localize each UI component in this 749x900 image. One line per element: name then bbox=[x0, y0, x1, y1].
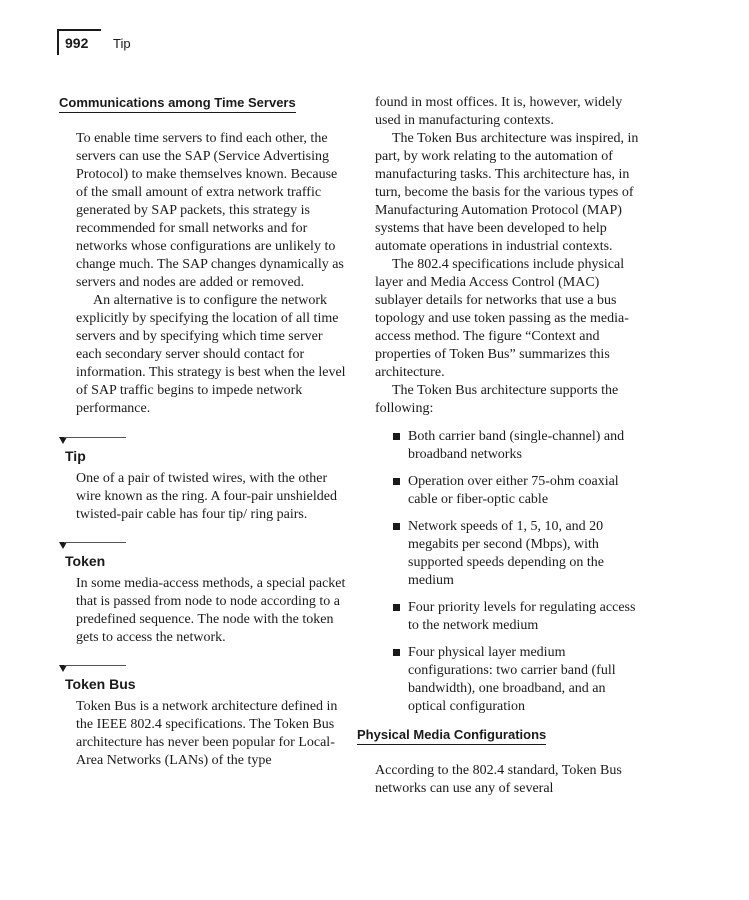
paragraph-continued: found in most offices. It is, however, widely used in manufacturing contexts. bbox=[375, 95, 623, 128]
page-number: 992 bbox=[65, 35, 89, 51]
triangle-marker-icon bbox=[59, 665, 67, 672]
triangle-marker-icon bbox=[59, 542, 67, 549]
entry-title-token: Token bbox=[65, 553, 106, 569]
paragraph-sap: To enable time servers to find each other, the servers can use the SAP (Service Advertising Protocol) to make themselves known. Because of the small amount of extra network traffic generated by SAP packets, this strategy is recommended for small networks and for networks whose configurations are unlikely to change much. The SAP changes dynamically as servers and nodes are added or removed. bbox=[76, 131, 344, 290]
list-item: Network speeds of 1, 5, 10, and 20 megabits per second (Mbps), with supported speeds depending on the medium bbox=[357, 518, 647, 590]
paragraph-alternative: An alternative is to configure the network explicitly by specifying the location of all time servers and by specifying which time server each secondary server should contact for information. This strategy is best when the level of SAP traffic begins to impede network performance. bbox=[76, 293, 346, 416]
square-bullet-icon bbox=[393, 433, 400, 440]
feature-list bbox=[357, 428, 647, 716]
entry-marker bbox=[59, 542, 129, 552]
list-item: Four physical layer medium configurations: two carrier band (full bandwidth), one broadband, and an optical configuration bbox=[357, 644, 647, 716]
entry-title-tip: Tip bbox=[65, 448, 86, 464]
glossary-entry-tip bbox=[59, 437, 349, 524]
square-bullet-icon bbox=[393, 523, 400, 530]
header-rule-vertical bbox=[57, 29, 59, 55]
left-column bbox=[59, 94, 349, 770]
list-item: Both carrier band (single-channel) and broadband networks bbox=[357, 428, 647, 464]
entry-title-token-bus: Token Bus bbox=[65, 676, 136, 692]
entry-marker bbox=[59, 437, 129, 447]
right-column bbox=[357, 94, 647, 798]
paragraph-inspired: The Token Bus architecture was inspired, in part, by work relating to the automation of manufacturing tasks. This architecture has, in turn, become the basis for the various types of Manufacturing Automation Protocol (MAP) systems that have been developed to help automate operations in industrial contexts. bbox=[375, 131, 639, 254]
header-rule-horizontal bbox=[57, 29, 101, 31]
running-head: Tip bbox=[113, 36, 131, 51]
paragraph-supports: The Token Bus architecture supports the following: bbox=[375, 383, 619, 416]
list-item: Four priority levels for regulating access to the network medium bbox=[357, 599, 647, 635]
section-heading-physical-media: Physical Media Configurations bbox=[357, 727, 546, 745]
square-bullet-icon bbox=[393, 604, 400, 611]
list-item: Operation over either 75-ohm coaxial cable or fiber-optic cable bbox=[357, 473, 647, 509]
paragraph-physical-media: According to the 802.4 standard, Token Bus networks can use any of several bbox=[375, 763, 622, 796]
glossary-entry-token bbox=[59, 542, 349, 647]
section-heading-time-servers: Communications among Time Servers bbox=[59, 95, 296, 113]
paragraph-specifications: The 802.4 specifications include physical layer and Media Access Control (MAC) sublayer details for networks that use a bus topology and use token passing as the media-access method. The figure “Context and properties of Token Bus” summarizes this architecture. bbox=[375, 257, 629, 380]
square-bullet-icon bbox=[393, 478, 400, 485]
glossary-entry-token-bus bbox=[59, 665, 349, 770]
entry-text-tip: One of a pair of twisted wires, with the other wire known as the ring. A four-pair unshielded twisted-pair cable has four tip/ ring pairs. bbox=[76, 471, 337, 522]
square-bullet-icon bbox=[393, 649, 400, 656]
entry-marker bbox=[59, 665, 129, 675]
entry-text-token-bus: Token Bus is a network architecture defined in the IEEE 802.4 specifications. The Token Bus architecture has never been popular for Local-Area Networks (LANs) of the type bbox=[76, 699, 338, 768]
entry-text-token: In some media-access methods, a special packet that is passed from node to node according to a predefined sequence. The node with the token gets to access the network. bbox=[76, 576, 346, 645]
triangle-marker-icon bbox=[59, 437, 67, 444]
